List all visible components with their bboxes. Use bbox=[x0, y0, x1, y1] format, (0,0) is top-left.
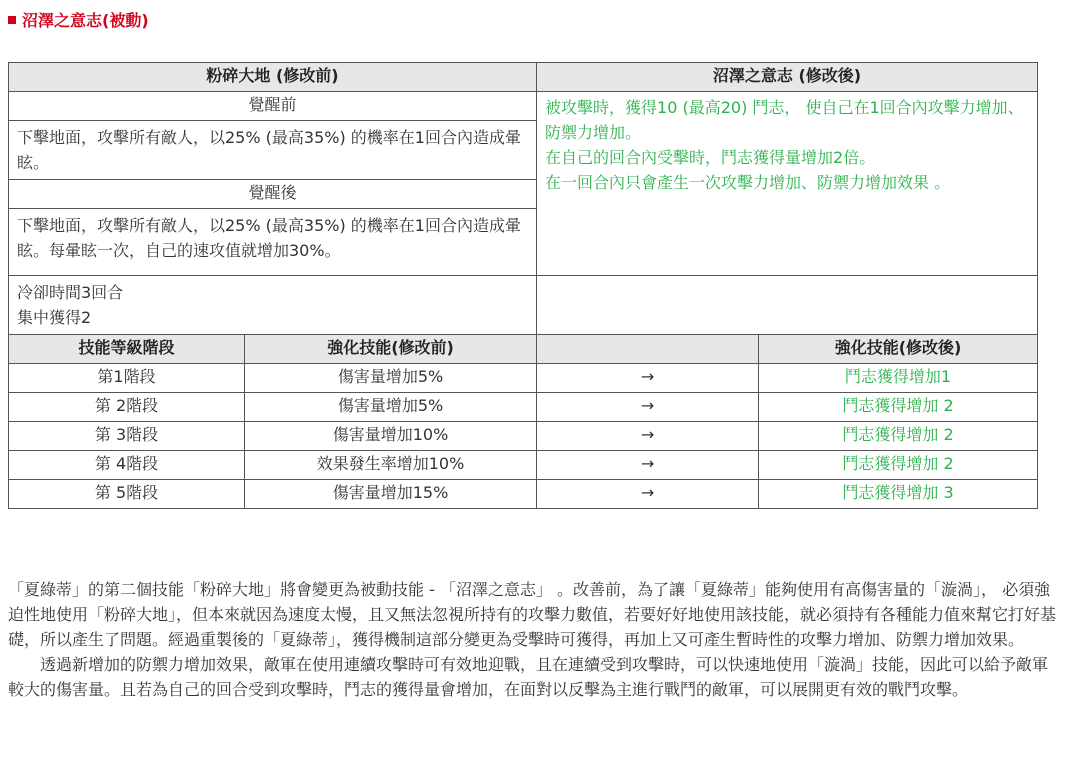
after-cell: 鬥志獲得增加1 bbox=[759, 364, 1038, 393]
arrow-header bbox=[537, 335, 759, 364]
article-body bbox=[8, 577, 1060, 702]
section-heading bbox=[8, 8, 149, 31]
after-description bbox=[537, 92, 1038, 276]
table-row bbox=[9, 451, 1038, 480]
empty-cell bbox=[537, 276, 1038, 335]
square-bullet-icon bbox=[8, 16, 16, 24]
arrow-cell: → bbox=[537, 451, 759, 480]
arrow-cell: → bbox=[537, 422, 759, 451]
after-cell: 鬥志獲得增加 2 bbox=[759, 451, 1038, 480]
paragraph-1: 「夏綠蒂」的第二個技能「粉碎大地」將會變更為被動技能 - 「沼澤之意志」 。改善前，為了讓「夏綠蒂」能夠使用有高傷害量的「漩渦」， 必須強迫性地使用「粉碎大地」，但本來就因為速度太慢，且又無法忽視所持有的攻擊力數值，若要好好地使用該技能，就必須持有各種能力值來幫它打好基礎，所以產生了問題。經過重製後的「夏綠蒂」，獲得機制這部分變更為受擊時可獲得，再加上又可產生暫時性的攻擊力增加、防禦力增加效果。 bbox=[8, 580, 1057, 649]
before-cell: 傷害量增加10% bbox=[245, 422, 537, 451]
level-header-row bbox=[9, 335, 1038, 364]
header-after: 沼澤之意志 (修改後) bbox=[537, 63, 1038, 92]
section-title: 沼澤之意志(被動) bbox=[22, 11, 149, 30]
paragraph-2: 透過新增加的防禦力增加效果，敵軍在使用連續攻擊時可有效地迎戰，且在連續受到攻擊時，可以快速地使用「漩渦」技能，因此可以給予敵軍較大的傷害量。且若為自己的回合受到攻擊時，鬥志的獲得量會增加，在面對以反擊為主進行戰鬥的敵軍，可以展開更有效的戰鬥攻擊。 bbox=[8, 655, 1049, 699]
level-cell: 第 4階段 bbox=[9, 451, 245, 480]
table-row bbox=[9, 364, 1038, 393]
arrow-cell: → bbox=[537, 480, 759, 509]
after-cell: 鬥志獲得增加 3 bbox=[759, 480, 1038, 509]
level-cell: 第 3階段 bbox=[9, 422, 245, 451]
before-cell: 傷害量增加15% bbox=[245, 480, 537, 509]
table-row bbox=[9, 480, 1038, 509]
after-desc-line-3: 在一回合內只會產生一次攻擊力增加、防禦力增加效果 。 bbox=[545, 173, 951, 192]
table-header-row bbox=[9, 63, 1038, 92]
cooldown-focus-cell bbox=[9, 276, 537, 335]
after-cell: 鬥志獲得增加 2 bbox=[759, 393, 1038, 422]
level-cell: 第1階段 bbox=[9, 364, 245, 393]
after-cell: 鬥志獲得增加 2 bbox=[759, 422, 1038, 451]
cooldown-text: 冷卻時間3回合 bbox=[17, 283, 124, 302]
after-desc-line-2: 在自己的回合內受擊時，鬥志獲得量增加2倍。 bbox=[545, 148, 876, 167]
after-header: 強化技能(修改後) bbox=[759, 335, 1038, 364]
before-awaken-text: 下擊地面，攻擊所有敵人，以25% (最高35%) 的機率在1回合內造成暈眩。 bbox=[9, 121, 537, 180]
arrow-cell: → bbox=[537, 364, 759, 393]
header-before: 粉碎大地 (修改前) bbox=[9, 63, 537, 92]
before-cell: 傷害量增加5% bbox=[245, 393, 537, 422]
level-cell: 第 5階段 bbox=[9, 480, 245, 509]
after-awaken-text: 下擊地面，攻擊所有敵人，以25% (最高35%) 的機率在1回合內造成暈眩。每暈眩一次，自己的速攻值就增加30%。 bbox=[9, 209, 537, 276]
table-row bbox=[9, 422, 1038, 451]
before-cell: 傷害量增加5% bbox=[245, 364, 537, 393]
before-cell: 效果發生率增加10% bbox=[245, 451, 537, 480]
after-awaken-label: 覺醒後 bbox=[9, 180, 537, 209]
table-row bbox=[9, 393, 1038, 422]
arrow-cell: → bbox=[537, 393, 759, 422]
level-header: 技能等級階段 bbox=[9, 335, 245, 364]
before-header: 強化技能(修改前) bbox=[245, 335, 537, 364]
focus-text: 集中獲得2 bbox=[17, 308, 92, 327]
after-desc-line-1: 被攻擊時，獲得10 (最高20) 鬥志， 使自己在1回合內攻擊力增加、防禦力增加。 bbox=[545, 98, 1024, 142]
before-awaken-label: 覺醒前 bbox=[9, 92, 537, 121]
level-cell: 第 2階段 bbox=[9, 393, 245, 422]
skill-comparison-table bbox=[8, 62, 1038, 509]
